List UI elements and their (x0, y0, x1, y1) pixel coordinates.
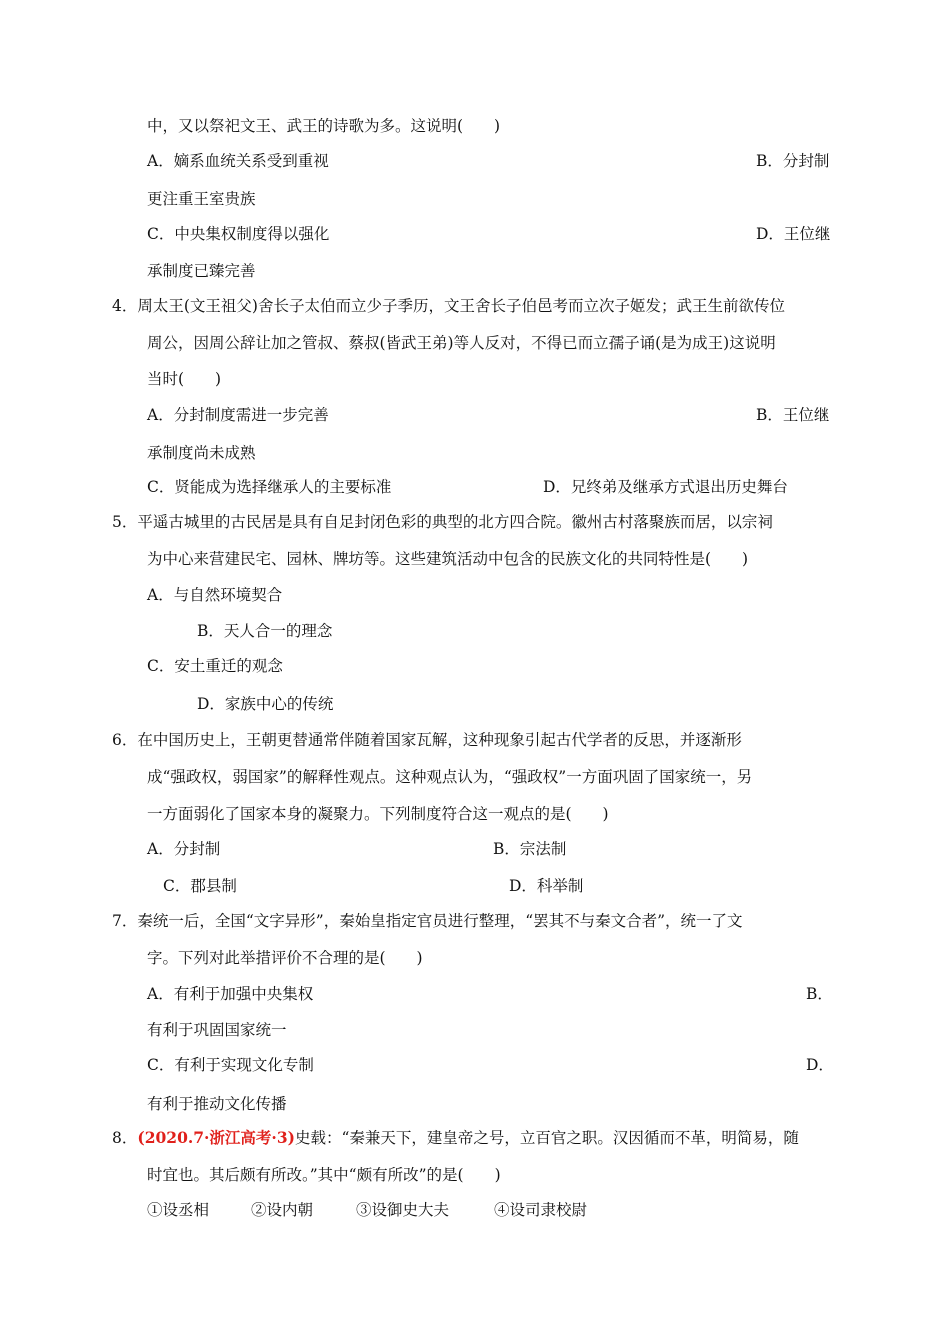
q5-option-a: A．与自然环境契合 (147, 586, 283, 604)
q7-option-c: C．有利于实现文化专制 (147, 1056, 314, 1074)
q6-stem-line1: 6．在中国历史上，王朝更替通常伴随着国家瓦解，这种现象引起古代学者的反思，并逐渐形 (112, 731, 742, 749)
q8-stem-line1 (112, 1128, 799, 1148)
q3-option-b-head: B．分封制 (756, 152, 830, 170)
q3-option-d-head: D．王位继 (756, 225, 831, 243)
q5-option-c: C．安土重迁的观念 (147, 657, 283, 675)
q7-option-d-tail: 有利于推动文化传播 (147, 1095, 287, 1113)
q8-stem-text: 史载：“秦兼天下，建皇帝之号，立百官之职。汉因循而不革，明简易，随 (294, 1129, 799, 1147)
q4-stem-line1: 4．周太王(文王祖父)舍长子太伯而立少子季历，文王舍长子伯邑考而立次子姬发；武王生前欲传位 (112, 297, 785, 315)
q7-option-b-head: B． (806, 985, 833, 1003)
q4-stem-line2: 周公，因周公辞让加之管叔、蔡叔(皆武王弟)等人反对，不得已而立孺子诵(是为成王)这说明 (147, 334, 776, 352)
q6-option-b: B．宗法制 (493, 840, 567, 858)
q4-stem-line3: 当时( ) (147, 370, 222, 388)
q8-number: 8． (112, 1129, 138, 1147)
q6-option-d: D．科举制 (509, 877, 584, 895)
q3-option-b-tail: 更注重王室贵族 (147, 190, 256, 208)
q8-option-4: ④设司隶校尉 (494, 1201, 588, 1219)
q6-stem-line3: 一方面弱化了国家本身的凝聚力。下列制度符合这一观点的是( ) (147, 805, 609, 823)
q4-option-b-head: B．王位继 (756, 406, 830, 424)
q8-option-1: ①设丞相 (147, 1201, 210, 1219)
q7-option-a: A．有利于加强中央集权 (147, 985, 314, 1003)
q6-stem-line2: 成“强政权，弱国家”的解释性观点。这种观点认为，“强政权”一方面巩固了国家统一，另 (147, 768, 753, 786)
q8-stem-line2: 时宜也。其后颇有所改。”其中“颇有所改”的是( ) (147, 1166, 501, 1184)
q7-option-d-head: D． (806, 1056, 834, 1074)
q6-option-c: C．郡县制 (163, 877, 237, 895)
q8-option-2: ②设内朝 (251, 1201, 314, 1219)
q8-option-3: ③设御史大夫 (356, 1201, 450, 1219)
q3-option-d-tail: 承制度已臻完善 (147, 262, 256, 280)
q4-option-d: D．兄终弟及继承方式退出历史舞台 (543, 478, 788, 496)
q3-option-c: C．中央集权制度得以强化 (147, 225, 330, 243)
q7-stem-line2: 字。下列对此举措评价不合理的是( ) (147, 949, 423, 967)
q5-stem-line1: 5．平遥古城里的古民居是具有自足封闭色彩的典型的北方四合院。徽州古村落聚族而居，以宗祠 (112, 513, 773, 531)
q6-option-a: A．分封制 (147, 840, 221, 858)
q3-stem: 中，又以祭祀文王、武王的诗歌为多。这说明( ) (147, 117, 501, 135)
q4-option-b-tail: 承制度尚未成熟 (147, 444, 256, 462)
q7-option-b-tail: 有利于巩固国家统一 (147, 1021, 287, 1039)
q3-option-a: A．嫡系血统关系受到重视 (147, 152, 329, 170)
q5-option-b: B．天人合一的理念 (197, 622, 333, 640)
q7-stem-line1: 7．秦统一后，全国“文字异形”，秦始皇指定官员进行整理，“罢其不与秦文合者”，统一了文 (112, 912, 743, 930)
q5-option-d: D．家族中心的传统 (197, 695, 334, 713)
q4-option-c: C．贤能成为选择继承人的主要标准 (147, 478, 392, 496)
q5-stem-line2: 为中心来营建民宅、园林、牌坊等。这些建筑活动中包含的民族文化的共同特性是( ) (147, 550, 749, 568)
q8-source-tag: (2020.7·浙江高考·3) (137, 1128, 295, 1147)
q4-option-a: A．分封制度需进一步完善 (147, 406, 329, 424)
